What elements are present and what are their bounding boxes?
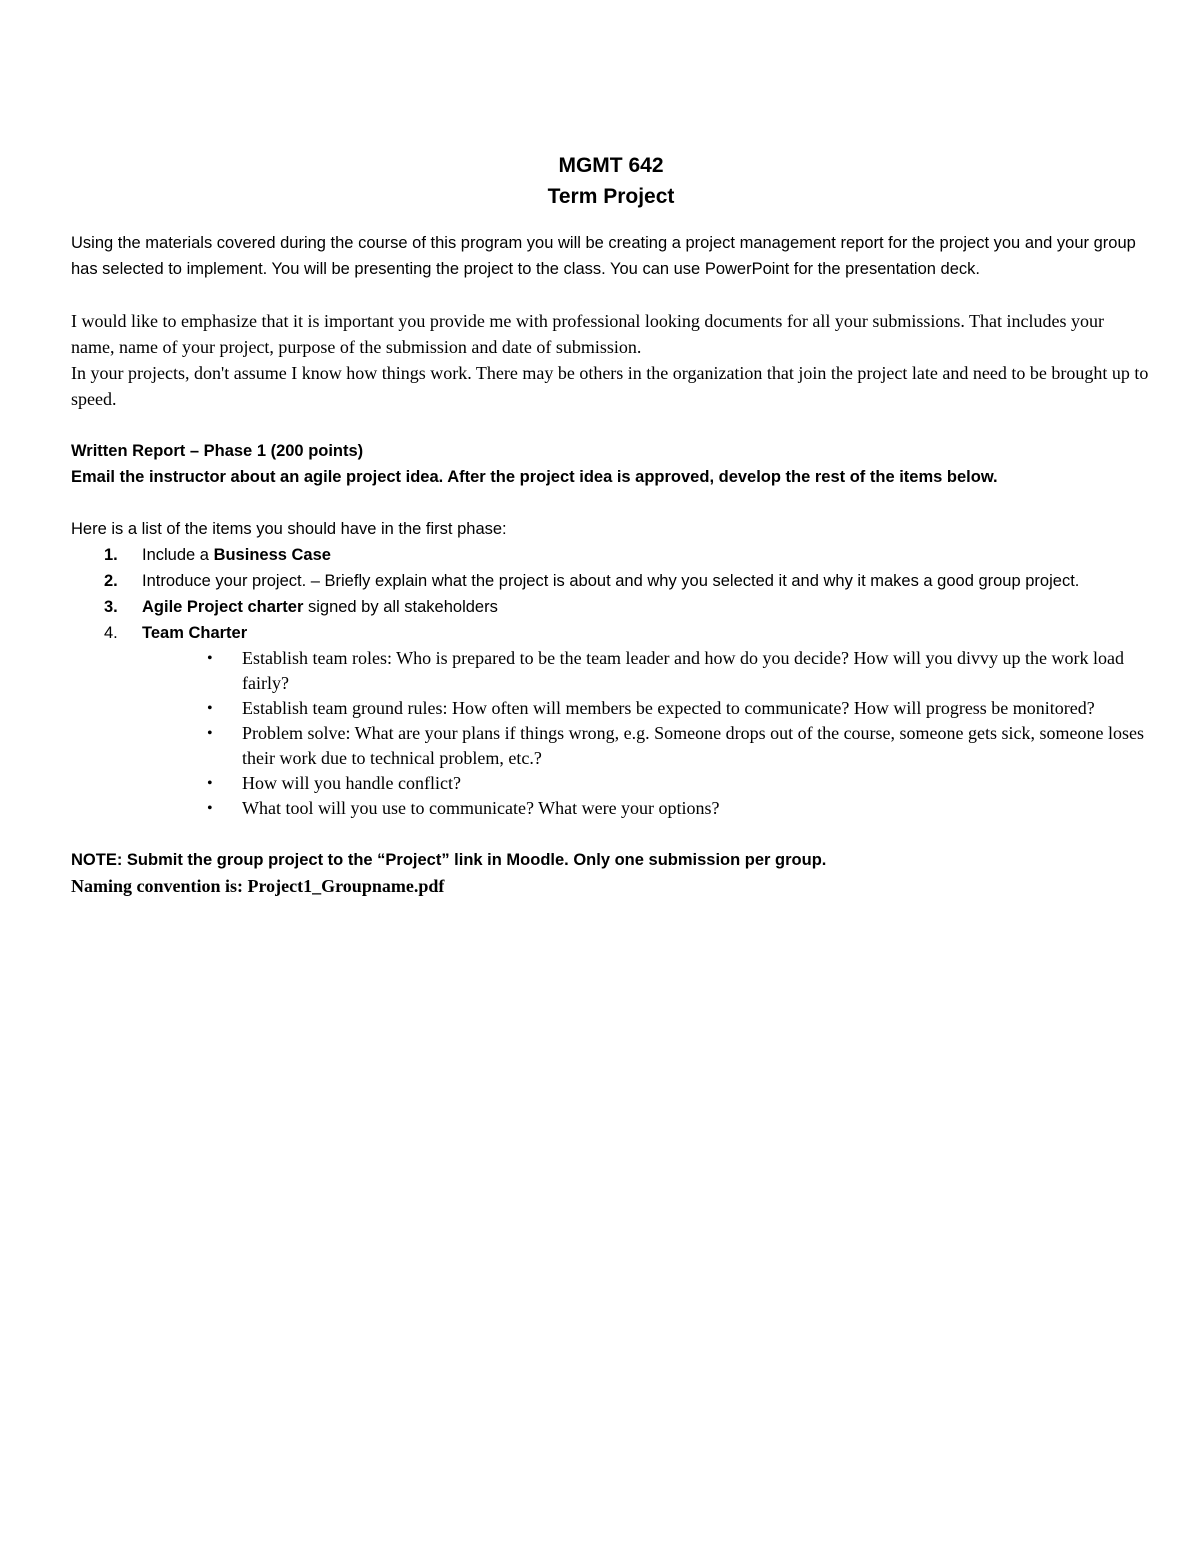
bullet-icon: • [207, 700, 213, 717]
list-item [71, 594, 1151, 620]
submission-note: NOTE: Submit the group project to the “Project” link in Moodle. Only one submission per group. [71, 851, 827, 869]
team-charter-bullets [171, 646, 1151, 821]
item-number: 2. [104, 572, 118, 590]
item-bold-text: Agile Project charter [142, 598, 304, 616]
bullet-item [171, 771, 1151, 796]
bullet-item [171, 646, 1151, 696]
spacer [71, 490, 1151, 516]
item-bold-text: Team Charter [142, 624, 248, 642]
naming-convention: Naming convention is: Project1_Groupname.pdf [71, 876, 445, 896]
bullet-text: Establish team roles: Who is prepared to be the team leader and how do you decide? How will you divvy up the work load fairly? [242, 648, 1124, 693]
bullet-icon: • [207, 650, 213, 667]
assumption-paragraph: In your projects, don't assume I know how things work. There may be others in the organization that join the project late and need to be brought up to speed. [71, 363, 1149, 409]
item-number: 1. [104, 546, 118, 564]
bullet-item [171, 721, 1151, 771]
bullet-item [171, 796, 1151, 821]
bullet-icon: • [207, 725, 213, 742]
spacer [71, 412, 1151, 438]
document-title: Term Project [547, 185, 675, 208]
item-number: 4. [104, 624, 118, 642]
document-page [71, 150, 1151, 899]
spacer [71, 212, 1151, 230]
phase-heading: Written Report – Phase 1 (200 points) [71, 442, 364, 460]
list-item [71, 542, 1151, 568]
item-text: Introduce your project. – Briefly explain what the project is about and why you selected it and why it makes a good group project. [142, 572, 1080, 590]
course-title: MGMT 642 [558, 154, 664, 177]
bullet-text: What tool will you use to communicate? What were your options? [242, 798, 720, 818]
item-text-tail: signed by all stakeholders [303, 598, 498, 616]
bullet-text: Problem solve: What are your plans if things wrong, e.g. Someone drops out of the course, someone gets sick, someone loses their work due to technical problem, etc.? [242, 723, 1145, 768]
bullet-item [171, 696, 1151, 721]
bullet-icon: • [207, 775, 213, 792]
intro-paragraph: Using the materials covered during the course of this program you will be creating a project management report for the project you and your group has selected to implement. You will be presenting the project to the class. You can use PowerPoint for the presentation deck. [71, 234, 1136, 278]
list-intro: Here is a list of the items you should have in the first phase: [71, 520, 507, 538]
list-item [71, 568, 1151, 594]
list-item [71, 620, 1151, 646]
bullet-text: How will you handle conflict? [242, 773, 461, 793]
phase-items-list [71, 542, 1151, 646]
item-bold-text: Business Case [213, 546, 331, 564]
spacer [71, 282, 1151, 308]
bullet-icon: • [207, 800, 213, 817]
item-text: Include a [142, 546, 214, 564]
phase-instruction: Email the instructor about an agile project idea. After the project idea is approved, develop the rest of the items below. [71, 468, 998, 486]
emphasis-paragraph: I would like to emphasize that it is important you provide me with professional looking documents for all your submissions. That includes your name, name of your project, purpose of the submission and date of submission. [71, 311, 1105, 357]
spacer [71, 821, 1151, 847]
item-number: 3. [104, 598, 118, 616]
bullet-text: Establish team ground rules: How often will members be expected to communicate? How will progress be monitored? [242, 698, 1095, 718]
